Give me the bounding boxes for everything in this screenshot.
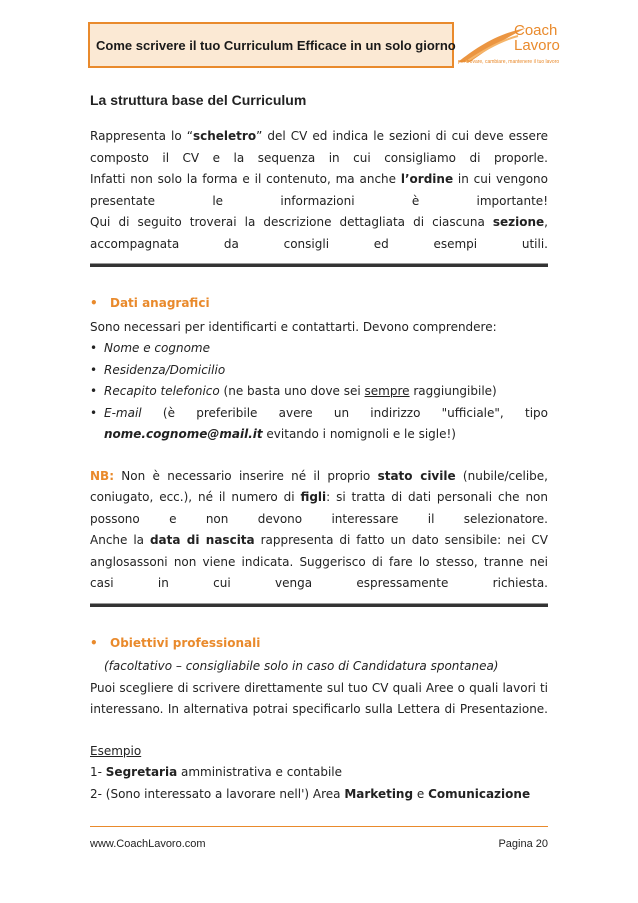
heading-text: Obiettivi professionali <box>110 635 261 650</box>
text: 1- <box>90 765 106 779</box>
list-item <box>90 403 548 425</box>
text: raggiungibile) <box>409 384 497 398</box>
underlined-sempre: sempre <box>364 384 410 398</box>
coachlavoro-logo <box>456 18 558 72</box>
example-2 <box>90 784 548 806</box>
intro-paragraph-3 <box>90 212 548 255</box>
item-text: Recapito telefonico <box>104 384 220 398</box>
spacer <box>90 446 548 466</box>
nascita-paragraph <box>90 530 548 595</box>
nb-label: NB: <box>90 468 114 483</box>
footer-site: www.CoachLavoro.com <box>90 838 206 850</box>
list-item <box>90 381 548 403</box>
example-1 <box>90 762 548 784</box>
heading-obiettivi <box>90 633 548 655</box>
text: ” del CV ed indica le sezioni di cui deve essere composto il CV e la sequenza in cui consigliamo di proporle. <box>90 129 548 165</box>
emphasis-figli: figli <box>300 490 327 504</box>
section-title: La struttura base del Curriculum <box>90 92 307 108</box>
text: , accompagnata da consigli ed esempi utili. <box>90 215 548 251</box>
emphasis-scheletro: scheletro <box>192 129 257 143</box>
emphasis-data-nascita: data di nascita <box>149 533 255 547</box>
text: in cui vengono presentate le informazioni è importante! <box>90 172 549 208</box>
item-text: Nome e cognome <box>104 341 210 355</box>
obiettivi-subtitle <box>90 656 548 678</box>
obiettivi-text: Puoi scegliere di scrivere direttamente sul tuo CV quali Aree o quali lavori ti interessano. In alternativa potrai specificarlo sulla Lettera di Presentazione. <box>90 680 548 716</box>
section-divider <box>90 603 548 607</box>
text: (ne basta uno dove sei <box>219 384 365 398</box>
emphasis-segretaria: Segretaria <box>105 765 178 779</box>
esempio-label: Esempio <box>90 743 142 758</box>
nb-paragraph <box>90 466 548 531</box>
dati-list <box>90 338 548 424</box>
page-header <box>88 18 558 72</box>
text: Qui di seguito troverai la descrizione dettagliata di ciascuna <box>90 215 493 229</box>
text: Rappresenta lo “ <box>90 129 193 143</box>
header-title-box <box>88 22 454 68</box>
heading-dati-anagrafici <box>90 293 548 315</box>
text: Infatti non solo la forma e il contenuto, ma anche <box>90 172 401 186</box>
section-divider <box>90 263 548 267</box>
logo-word-coach: Coach <box>514 22 558 39</box>
text: : si tratta di dati personali che non possono e non devono interessare il selezionatore. <box>90 490 549 526</box>
list-item <box>90 338 548 360</box>
emphasis-stato-civile: stato civile <box>377 468 456 483</box>
spacer <box>90 721 548 741</box>
subtitle-text: (facoltativo – consigliabile solo in caso di Candidatura spontanea) <box>104 659 499 673</box>
emphasis-sezione: sezione <box>492 215 545 229</box>
footer-divider <box>90 826 548 827</box>
bullet-icon: • <box>90 635 98 650</box>
text: amministrativa e contabile <box>177 765 343 779</box>
item-text: Residenza/Domicilio <box>104 362 226 377</box>
dati-intro: Sono necessari per identificarti e contattarti. Devono comprendere: <box>90 319 497 334</box>
logo-word-lavoro: Lavoro <box>514 37 560 54</box>
bullet-icon: • <box>90 296 98 310</box>
heading-text: Dati anagrafici <box>110 296 210 310</box>
header-title: Come scrivere il tuo Curriculum Efficace in un solo giorno <box>96 37 456 53</box>
emphasis-ordine: l’ordine <box>400 172 454 186</box>
text: e <box>413 786 429 801</box>
logo-tagline: per trovare, cambiare, mantenere il tuo lavoro <box>458 59 560 65</box>
text: (è preferibile avere un indirizzo "ufficiale", tipo <box>141 405 548 420</box>
email-example: nome.cognome@mail.it <box>104 427 263 441</box>
emphasis-marketing: Marketing <box>344 786 414 801</box>
text: rappresenta di fatto un dato sensibile: nei CV anglosassoni non viene indicata. Suggerisco di fare lo stesso, tranne nei casi in cui venga espressamente richiesta. <box>90 533 548 590</box>
text: Non è necessario inserire né il proprio <box>114 468 378 483</box>
page-content <box>90 90 548 805</box>
intro-paragraph-2 <box>90 169 548 212</box>
text: (nubile/celibe, coniugato, ecc.), né il numero di <box>90 468 548 504</box>
text: Anche la <box>90 533 150 547</box>
intro-paragraph-1 <box>90 126 548 169</box>
list-item <box>90 360 548 382</box>
item-text: E-mail <box>104 405 142 420</box>
text: 2- (Sono interessato a lavorare nell') Area <box>90 786 345 801</box>
footer-page-number: Pagina 20 <box>498 838 548 850</box>
emphasis-comunicazione: Comunicazione <box>428 786 531 801</box>
text: evitando i nomignoli e le sigle!) <box>262 427 456 441</box>
email-continuation <box>90 424 548 446</box>
